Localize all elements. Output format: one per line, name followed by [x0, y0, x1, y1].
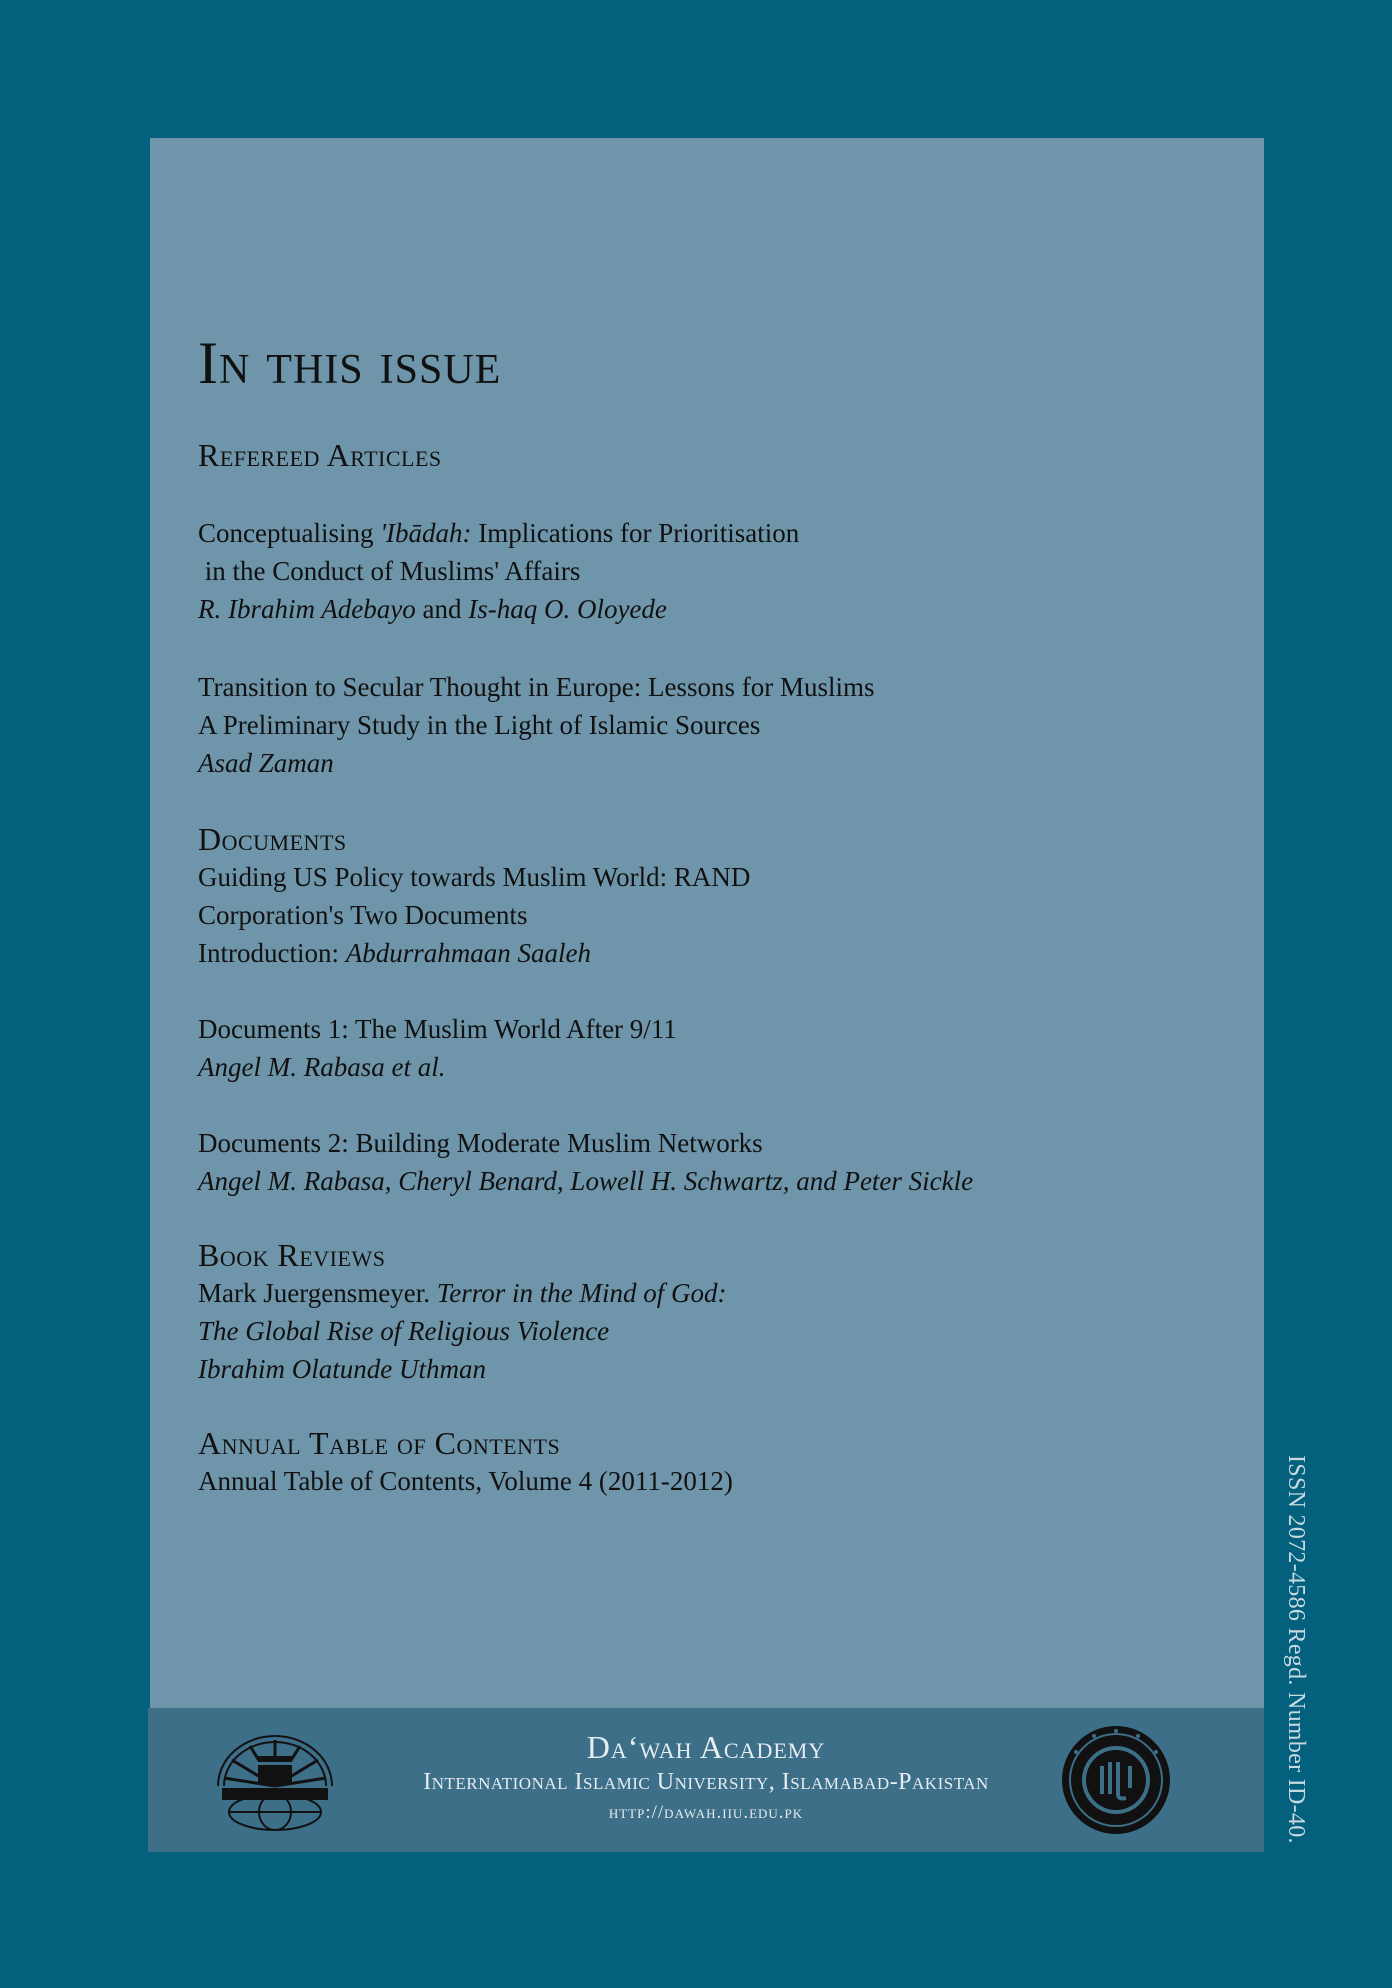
book-review	[198, 1274, 1058, 1388]
article-1-title-part: Implications for Prioritisation	[471, 518, 800, 548]
org-name: Da‘wah Academy	[586, 1729, 826, 1765]
page-title: In this issue	[198, 330, 502, 396]
section-heading-book-reviews: Book Reviews	[198, 1237, 386, 1273]
introduction-label: Introduction:	[198, 938, 346, 968]
article-2-subtitle: A Preliminary Study in the Light of Islamic Sources	[198, 710, 761, 740]
article-1-title-line2: in the Conduct of Muslims' Affairs	[198, 556, 581, 586]
documents-title-line2: Corporation's Two Documents	[198, 900, 528, 930]
annual-contents-line: Annual Table of Contents, Volume 4 (2011-2012)	[198, 1466, 733, 1496]
document-1-title: Documents 1: The Muslim World After 9/11	[198, 1014, 677, 1044]
iiu-seal-logo	[1058, 1722, 1174, 1838]
section-heading-documents: Documents	[198, 821, 347, 857]
book-title: Terror in the Mind of God:	[436, 1278, 727, 1308]
documents-title: Guiding US Policy towards Muslim World: RAND	[198, 862, 751, 892]
book-review-title	[198, 1274, 1058, 1312]
website-link[interactable]: http://dawah.iiu.edu.pk	[608, 1802, 804, 1823]
document-1-author: Angel M. Rabasa et al.	[198, 1052, 446, 1082]
document-1	[198, 1010, 1058, 1086]
section-heading-annual-contents: Annual Table of Contents	[198, 1425, 561, 1461]
document-2-title: Documents 2: Building Moderate Muslim Networks	[198, 1128, 763, 1158]
introduction-author: Abdurrahmaan Saaleh	[345, 938, 591, 968]
article-1	[198, 514, 1058, 628]
author-name: R. Ibrahim Adebayo	[198, 594, 416, 624]
article-1-authors	[198, 590, 1058, 628]
issn-number: ISSN 2072-4586 Regd. Number ID-40.	[1283, 1455, 1309, 1844]
article-1-title-part: Conceptualising	[198, 518, 381, 548]
document-2	[198, 1124, 1058, 1200]
author-name: Is-haq O. Oloyede	[468, 594, 667, 624]
section-heading-refereed: Refereed Articles	[198, 437, 442, 473]
publisher-footer	[148, 1708, 1264, 1852]
contents-list	[198, 178, 1058, 1500]
book-author: Mark Juergensmeyer.	[198, 1278, 437, 1308]
article-2-author: Asad Zaman	[198, 748, 334, 778]
article-1-title	[198, 514, 1058, 552]
article-1-title-italic: 'Ibādah:	[380, 518, 472, 548]
documents-intro	[198, 858, 1058, 972]
document-2-authors: Angel M. Rabasa, Cheryl Benard, Lowell H. Schwartz, and Peter Sickle	[198, 1166, 974, 1196]
documents-introduction	[198, 934, 1058, 972]
book-reviewer: Ibrahim Olatunde Uthman	[198, 1354, 486, 1384]
book-title-line2: The Global Rise of Religious Violence	[198, 1316, 610, 1346]
author-separator: and	[415, 594, 469, 624]
university-name: International Islamic University, Islamabad-Pakistan	[423, 1769, 989, 1795]
article-2	[198, 668, 1058, 782]
article-2-title: Transition to Secular Thought in Europe: Lessons for Muslims	[198, 672, 875, 702]
